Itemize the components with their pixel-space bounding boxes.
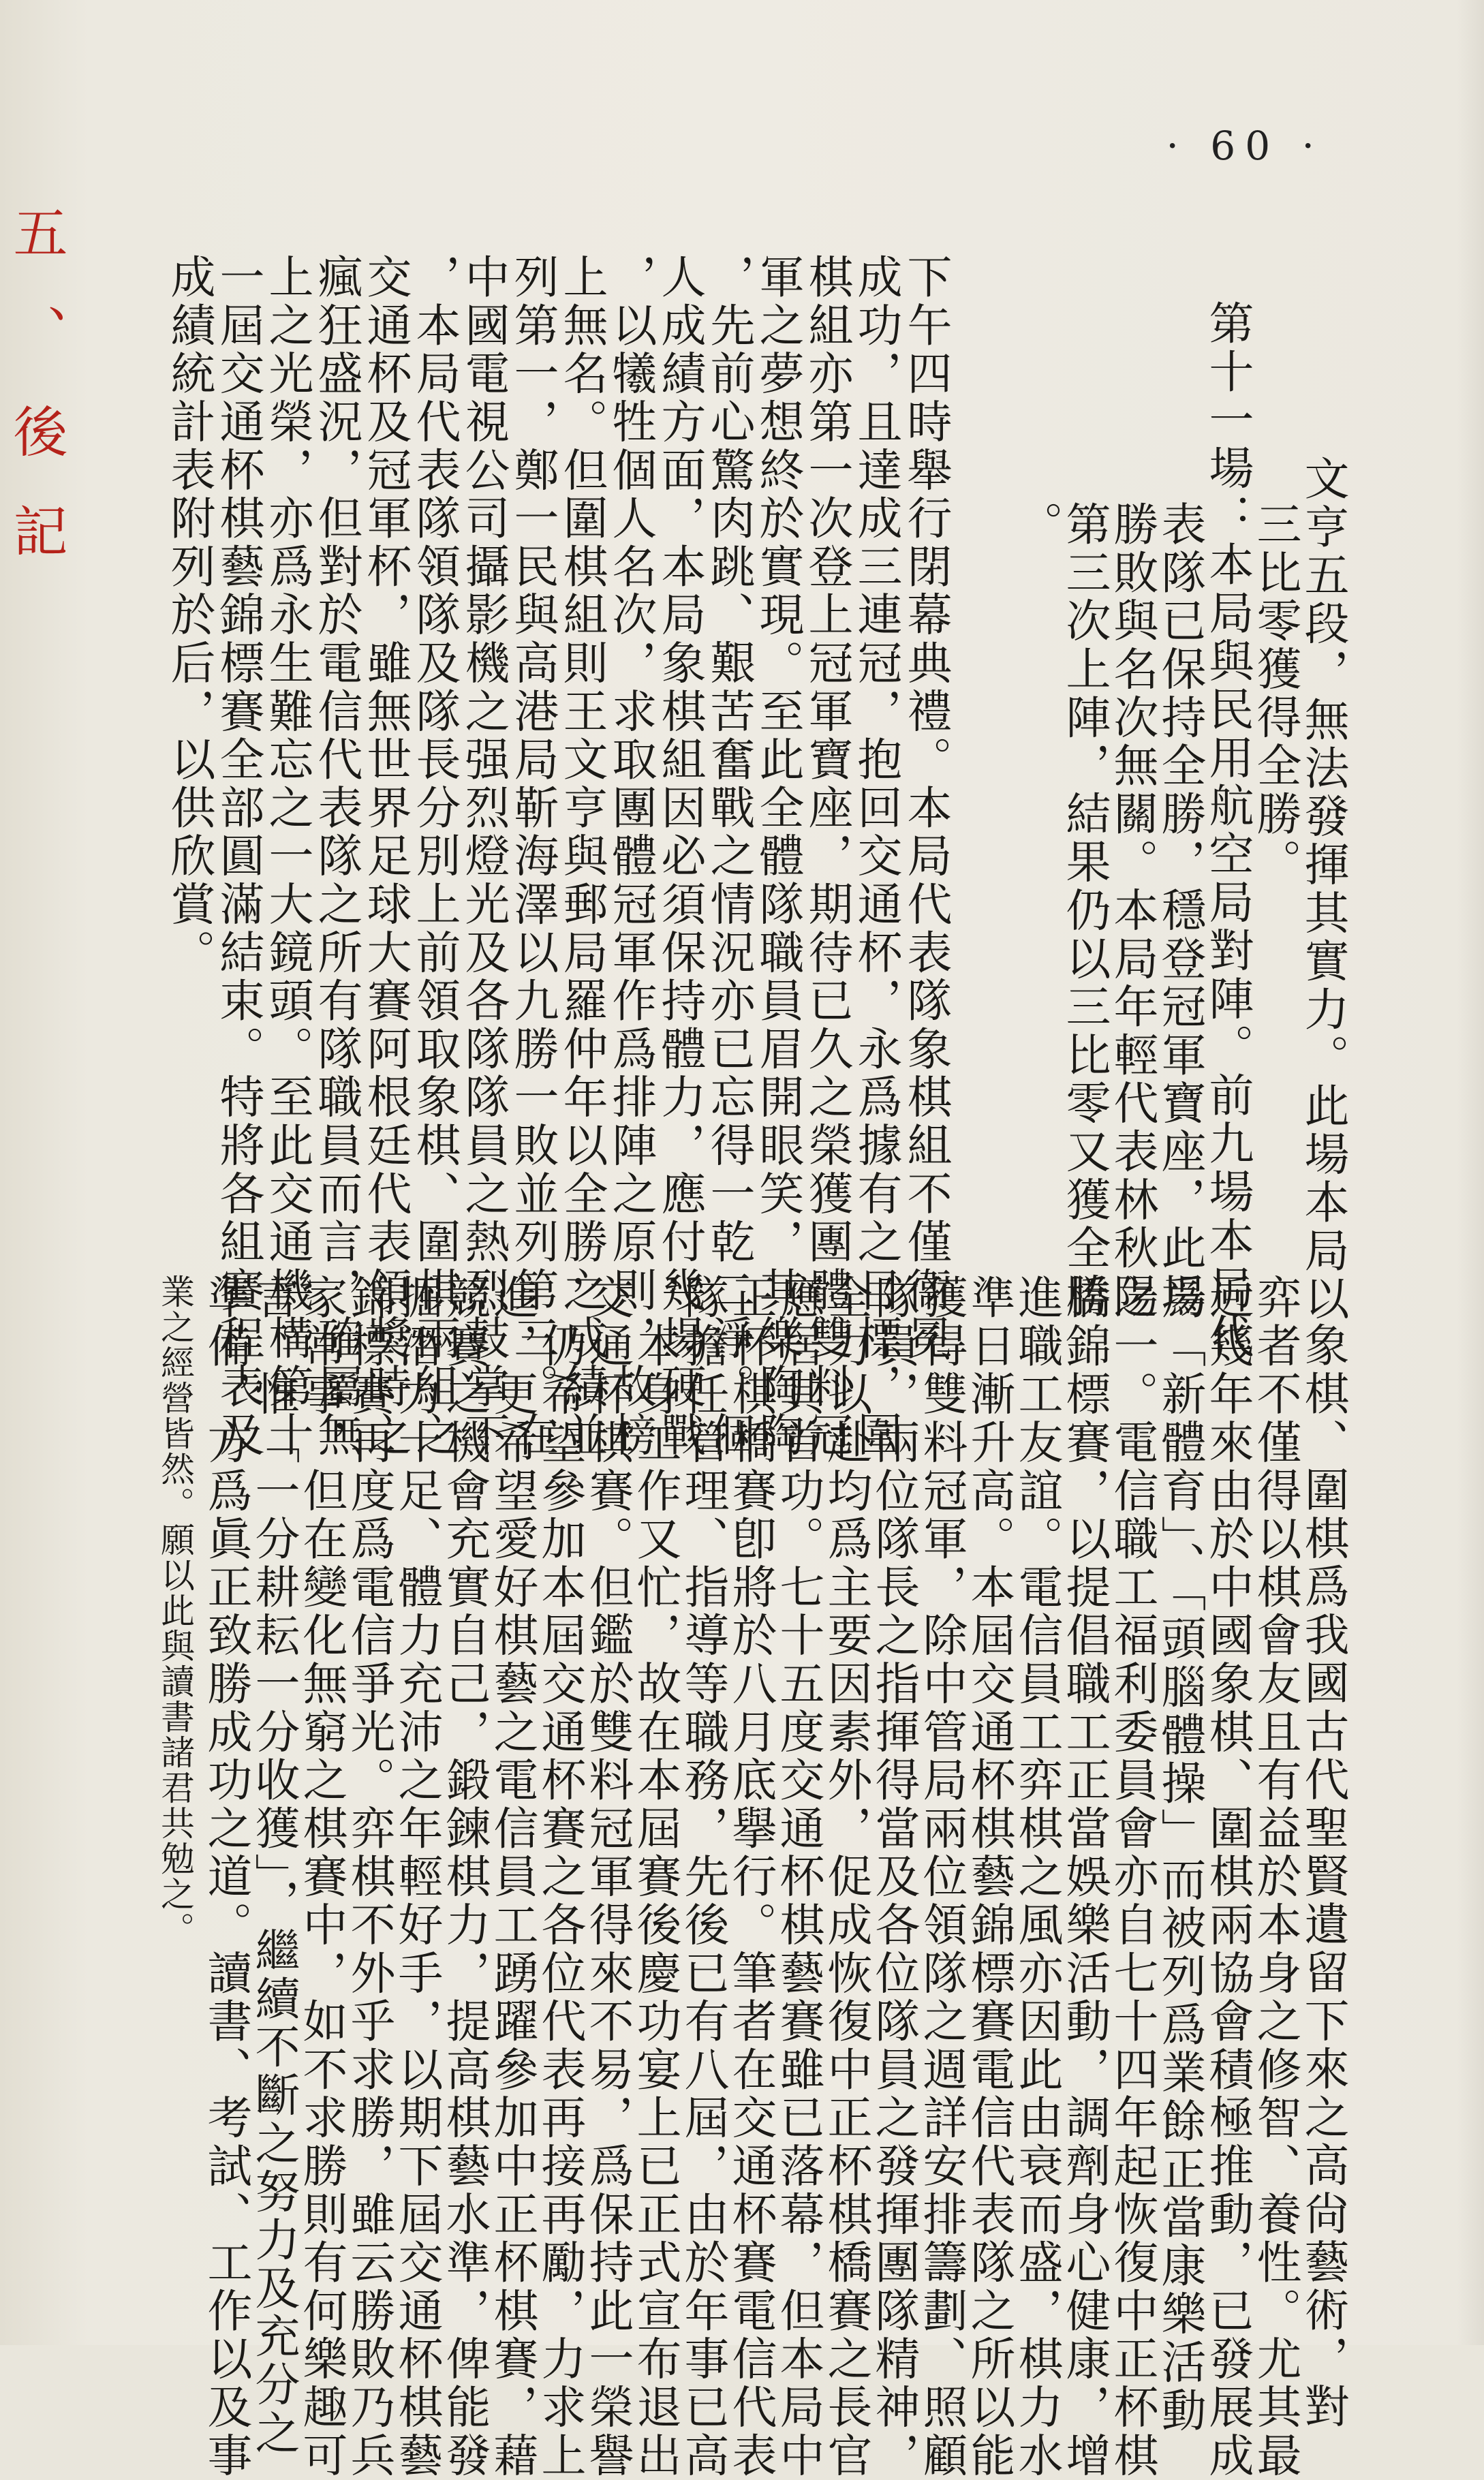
upper-col-14: ，以犧牲個人名次，求取團體冠軍作爲排陣之原則，故榜 (604, 253, 657, 1459)
lower-col-11: 全力以赴均爲主要因素外，促成恢復中正杯棋橋賽之長官 (820, 1274, 872, 2480)
lower-col-14: 隊擔任管理、指導等職務，先後已有八屆，由於年事已高 (677, 1274, 729, 2480)
page-edge-shadow (1457, 0, 1484, 2345)
lower-col-24: 準備，方爲眞正致勝成功之道。讀書、考試、工作以及事 (200, 1274, 252, 2480)
lower-col-2: 弈者不僅得以棋會友且有益於本身之修智、養性。尤其最 (1249, 1274, 1301, 2480)
upper-col-19: 交通杯及冠軍杯，雖無世界足球大賽阿根廷代表領獎時之 (359, 253, 412, 1459)
lower-col-19: 競賽之機會充實自己，鍛鍊棋力，提高棋藝水準，俾能發 (438, 1274, 491, 2480)
lower-col-3: 近幾年來由於中國象棋、圍棋兩協會積極推動，已發展成 (1201, 1274, 1254, 2480)
lower-col-6: 橋錦標賽，以提倡職工正當娛樂活動，調劑身心健康，增 (1058, 1274, 1111, 2480)
lower-col-17: ，仍希望參加本屆交通杯賽之各位代表再接再勵，力求上 (534, 1274, 586, 2480)
upper-col-6: 第三次上陣，結果仍以三比零又獲全勝 (1058, 501, 1111, 1321)
upper-col-20: 瘋狂盛況，但對於電信代表隊之所有隊職員而言，確屬無 (310, 253, 362, 1459)
upper-col-22: 一屆交通杯棋藝錦標賽全部圓滿結束。特將各組賽程表及 (212, 253, 264, 1459)
section-heading: 五、後記 (4, 204, 67, 602)
upper-col-17: 中國電視公司攝影機之强烈燈光及各隊隊員之熱烈鼓掌下 (457, 253, 510, 1459)
lower-col-20: 掘潛力十足、體力充沛之年輕好手，以期下屆交通杯棋藝 (390, 1274, 443, 2480)
lower-col-18: 進，更希望愛好棋藝之電信員工踴躍參加中正杯棋賽，藉 (486, 1274, 538, 2480)
lower-col-22: 家常事，但在變化無窮之棋賽中，如不求勝則有何樂趣可 (295, 1274, 347, 2480)
upper-col-12: ，先前心驚肉跳、艱苦奮戰之情況亦已忘得一乾二淨。個 (702, 253, 755, 1459)
lower-col-13: 正杯棋橋賽卽將於八月底擧行。筆者在交通杯賽電信代表 (724, 1274, 777, 2480)
upper-col-9: 成功，且達成三連冠，抱回交通杯，永爲據有之目標，圍 (850, 253, 902, 1459)
lower-col-23: 言。惟「一分耕耘一分收獲」，繼續不斷之努力及充分之 (247, 1274, 300, 2458)
upper-col-4: 表隊已保持全勝，穩登冠軍寶座，此場 (1154, 501, 1206, 1321)
lower-col-10: 隊員，兩位隊長之指揮得當及各位隊員之發揮團隊精神， (867, 1274, 920, 2480)
upper-col-13: 人成績方面，本局象棋組因必須保持體力，應付幾場硬戰 (653, 253, 706, 1459)
upper-col-15: 上無名。但圍棋組則王文亨與郵局羅仲年以全勝之成績並 (555, 253, 608, 1459)
upper-col-11: 軍之夢想終於實現。至此全體隊職員眉開眼笑，其樂陶陶 (752, 253, 804, 1459)
lower-col-12: 應居其首功。七十五度交通杯棋藝賽雖已落幕，但本局中 (772, 1274, 824, 2480)
upper-col-8: 下午四時舉行閉幕典禮。本局代表隊象棋組不僅衞冕 (899, 253, 952, 1363)
lower-col-5: 之一。電信職工福利委員會亦自七十四年起恢復中正杯棋 (1106, 1274, 1158, 2480)
lower-col-15: ，本身工作又忙，故在本屆賽後慶功宴上已正式宣布退出 (629, 1274, 681, 2480)
upper-col-18: ，本局代表隊領隊及隊長分別上前領取象棋、圍棋兩組之 (408, 253, 461, 1459)
lower-col-4: 爲「新體育」、「頭腦體操」而被列爲業餘正當康樂活動 (1154, 1274, 1206, 2435)
lower-col-21: 錦標賽再度爲電信爭光。弈棋不外乎求勝，雖云勝敗乃兵 (343, 1274, 395, 2480)
upper-col-7: 。 (1010, 501, 1063, 549)
page-number: · 60 · (1166, 123, 1324, 169)
upper-col-10: 棋組亦第一次登上冠軍寶座，期待已久之榮獲團體雙料冠 (801, 253, 853, 1459)
lower-col-9: 獲得雙料冠軍，除中管局兩位領隊之週詳安排籌劃、照顧 (915, 1274, 968, 2480)
lower-col-25: 業之經營皆然。願以此與讀書諸君共勉之。 (155, 1274, 195, 1947)
upper-col-1: 文亨五段，無法發揮其實力。此場本局以 (1297, 455, 1349, 1324)
upper-col-5: 勝敗與名次無關。本局年輕代表林秋陽 (1106, 501, 1158, 1321)
upper-col-21: 上之光榮，亦爲永生難忘之一大鏡頭。至此交通機構第十 (261, 253, 313, 1459)
upper-col-3: 第十一場：本局與民用航空局對陣。前九場本局代 (1201, 300, 1254, 1361)
upper-col-16: 列第一，鄭一民與高港局靳海澤以九勝一敗並列第三。在 (506, 253, 559, 1459)
lower-col-16: 交通杯棋賽。但鑑於雙料冠軍得來不易，爲保持此一榮譽 (581, 1274, 634, 2480)
lower-col-8: 準日漸升高。本屆交通杯棋藝錦標賽電信代表隊之所以能 (963, 1274, 1015, 2480)
lower-col-7: 進職工友誼。電信員工弈棋之風亦因此由衰而盛，棋力水 (1010, 1274, 1063, 2480)
upper-col-2: 三比零獲得全勝。 (1249, 501, 1301, 887)
upper-col-23: 成績統計表附列於后，以供欣賞。 (163, 253, 215, 977)
lower-col-1: 象棋、圍棋爲我國古代聖賢遺留下來之高尙藝術，對 (1297, 1322, 1349, 2432)
